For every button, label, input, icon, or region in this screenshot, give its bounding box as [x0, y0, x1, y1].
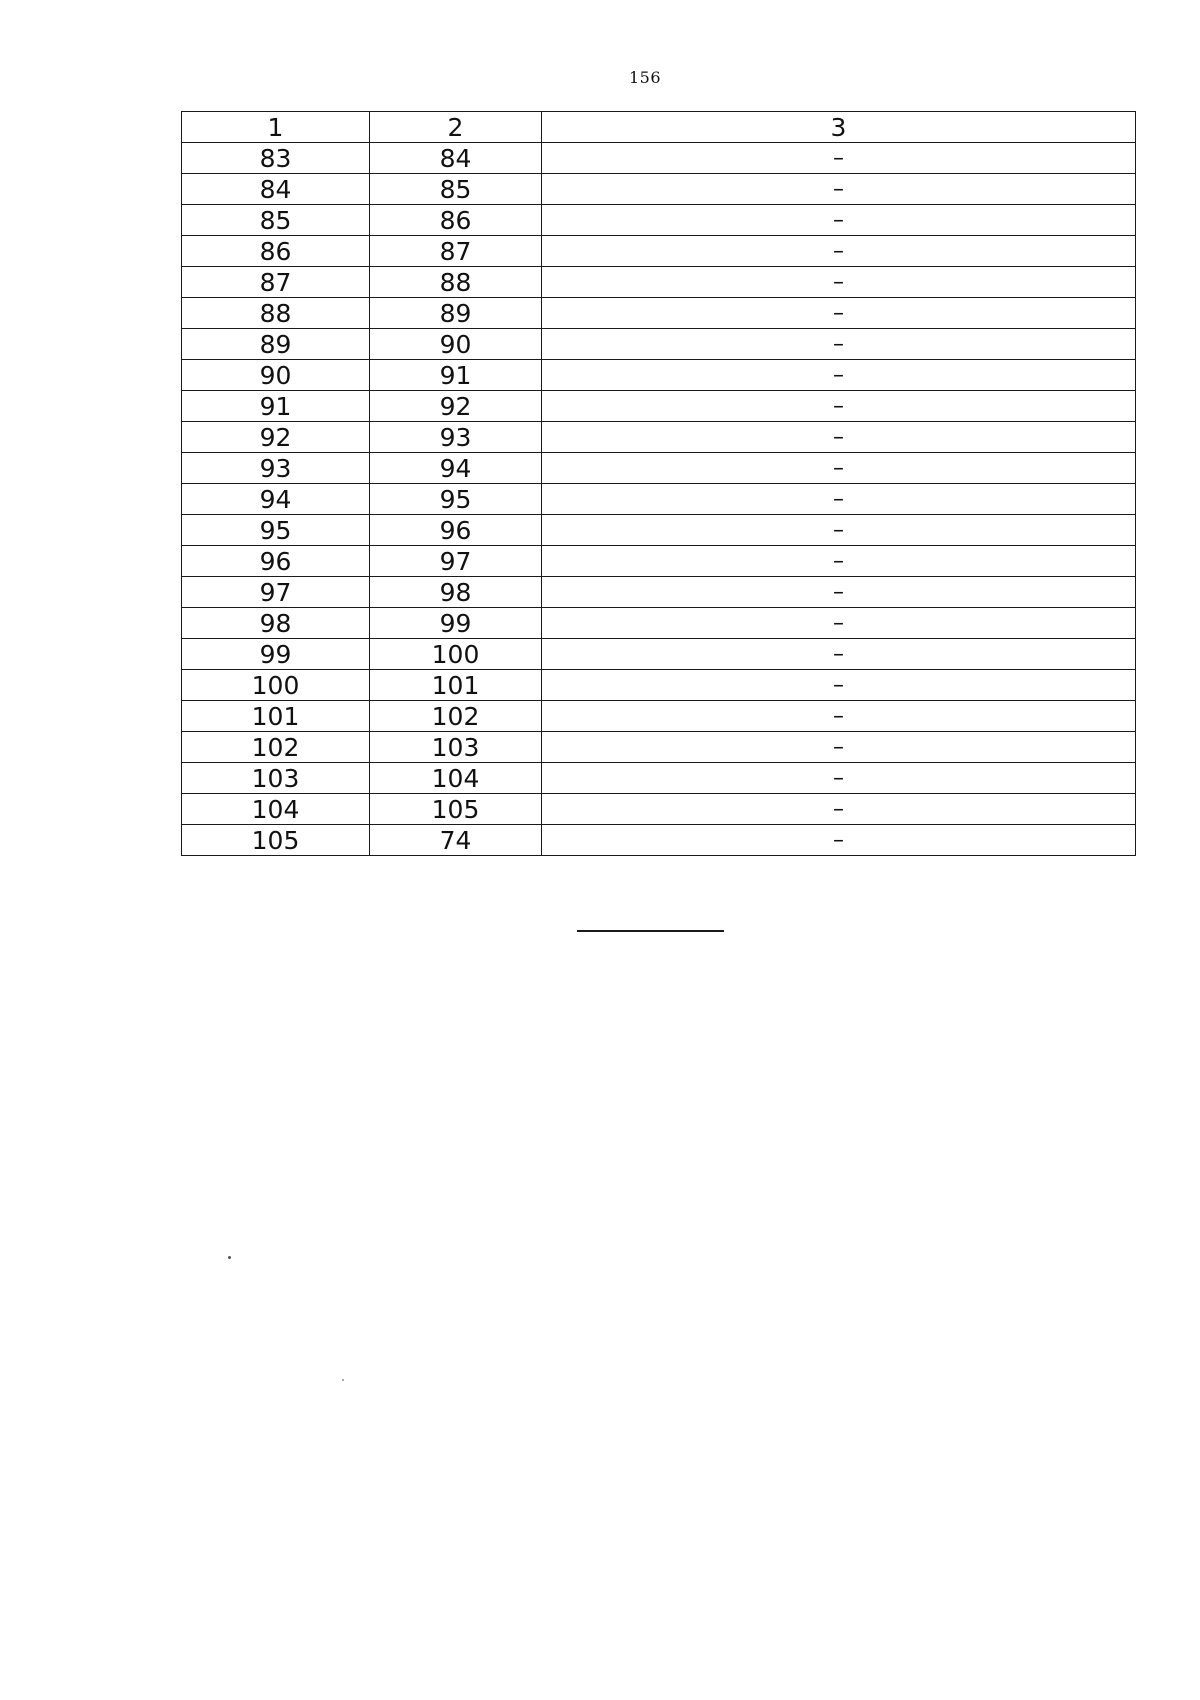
table-cell-col-1: 104: [182, 794, 370, 825]
table-cell-col-1: 98: [182, 608, 370, 639]
column-header-3: 3: [542, 112, 1136, 143]
table-cell-col-3: –: [542, 732, 1136, 763]
table-cell-col-3: –: [542, 391, 1136, 422]
table-cell-col-1: 100: [182, 670, 370, 701]
table-cell-col-1: 88: [182, 298, 370, 329]
table-cell-col-2: 91: [370, 360, 542, 391]
table-cell-col-1: 85: [182, 205, 370, 236]
table-cell-col-2: 84: [370, 143, 542, 174]
table-cell-col-3: –: [542, 670, 1136, 701]
table-cell-col-3: –: [542, 639, 1136, 670]
table-cell-col-1: 90: [182, 360, 370, 391]
table-row: [182, 391, 1136, 422]
table-cell-col-3: –: [542, 298, 1136, 329]
scan-speck: [342, 1379, 344, 1381]
table-cell-col-2: 104: [370, 763, 542, 794]
table-cell-col-1: 89: [182, 329, 370, 360]
table-cell-col-2: 85: [370, 174, 542, 205]
table-cell-col-1: 91: [182, 391, 370, 422]
table-cell-col-2: 94: [370, 453, 542, 484]
column-header-2: 2: [370, 112, 542, 143]
table-row: [182, 422, 1136, 453]
table-cell-col-2: 105: [370, 794, 542, 825]
table-row: [182, 608, 1136, 639]
table-cell-col-2: 86: [370, 205, 542, 236]
table-cell-col-2: 93: [370, 422, 542, 453]
table-row: [182, 143, 1136, 174]
table-row: [182, 205, 1136, 236]
data-table-container: [181, 111, 1136, 856]
table-cell-col-3: –: [542, 515, 1136, 546]
table-cell-col-3: –: [542, 701, 1136, 732]
table-row: [182, 329, 1136, 360]
table-cell-col-3: –: [542, 329, 1136, 360]
table-row: [182, 174, 1136, 205]
table-cell-col-1: 96: [182, 546, 370, 577]
table-row: [182, 639, 1136, 670]
table-cell-col-3: –: [542, 546, 1136, 577]
table-row: [182, 701, 1136, 732]
table-cell-col-2: 92: [370, 391, 542, 422]
table-cell-col-1: 101: [182, 701, 370, 732]
table-cell-col-1: 97: [182, 577, 370, 608]
table-row: [182, 515, 1136, 546]
table-cell-col-2: 102: [370, 701, 542, 732]
table-cell-col-3: –: [542, 422, 1136, 453]
table-row: [182, 546, 1136, 577]
table-cell-col-1: 95: [182, 515, 370, 546]
table-row: [182, 453, 1136, 484]
table-cell-col-2: 101: [370, 670, 542, 701]
table-cell-col-3: –: [542, 577, 1136, 608]
table-cell-col-3: –: [542, 608, 1136, 639]
table-cell-col-1: 105: [182, 825, 370, 856]
table-cell-col-2: 99: [370, 608, 542, 639]
table-cell-col-2: 96: [370, 515, 542, 546]
column-header-1: 1: [182, 112, 370, 143]
table-cell-col-2: 90: [370, 329, 542, 360]
table-cell-col-3: –: [542, 236, 1136, 267]
table-cell-col-1: 103: [182, 763, 370, 794]
end-of-table-rule: [577, 930, 724, 932]
table-header-row: [182, 112, 1136, 143]
page-number: 156: [628, 68, 662, 87]
table-row: [182, 298, 1136, 329]
table-row: [182, 484, 1136, 515]
table-row: [182, 267, 1136, 298]
table-cell-col-1: 93: [182, 453, 370, 484]
table-row: [182, 360, 1136, 391]
table-row: [182, 794, 1136, 825]
table-body: [182, 143, 1136, 856]
table-cell-col-3: –: [542, 453, 1136, 484]
table-cell-col-2: 88: [370, 267, 542, 298]
table-cell-col-2: 95: [370, 484, 542, 515]
table-cell-col-2: 89: [370, 298, 542, 329]
table-cell-col-1: 83: [182, 143, 370, 174]
table-cell-col-3: –: [542, 794, 1136, 825]
table-cell-col-2: 74: [370, 825, 542, 856]
table-cell-col-1: 87: [182, 267, 370, 298]
table-cell-col-3: –: [542, 267, 1136, 298]
table-cell-col-1: 84: [182, 174, 370, 205]
table-row: [182, 236, 1136, 267]
table-row: [182, 825, 1136, 856]
table-cell-col-3: –: [542, 205, 1136, 236]
table-cell-col-1: 102: [182, 732, 370, 763]
table-cell-col-2: 103: [370, 732, 542, 763]
table-cell-col-1: 94: [182, 484, 370, 515]
table-cell-col-2: 100: [370, 639, 542, 670]
table-cell-col-3: –: [542, 484, 1136, 515]
table-cell-col-1: 92: [182, 422, 370, 453]
table-cell-col-1: 99: [182, 639, 370, 670]
scan-speck: [228, 1256, 231, 1259]
data-table: [181, 111, 1136, 856]
table-row: [182, 577, 1136, 608]
table-cell-col-3: –: [542, 143, 1136, 174]
table-cell-col-2: 98: [370, 577, 542, 608]
table-cell-col-3: –: [542, 174, 1136, 205]
table-cell-col-1: 86: [182, 236, 370, 267]
table-row: [182, 732, 1136, 763]
table-cell-col-2: 87: [370, 236, 542, 267]
table-cell-col-2: 97: [370, 546, 542, 577]
table-row: [182, 670, 1136, 701]
table-row: [182, 763, 1136, 794]
table-cell-col-3: –: [542, 763, 1136, 794]
table-cell-col-3: –: [542, 360, 1136, 391]
table-cell-col-3: –: [542, 825, 1136, 856]
